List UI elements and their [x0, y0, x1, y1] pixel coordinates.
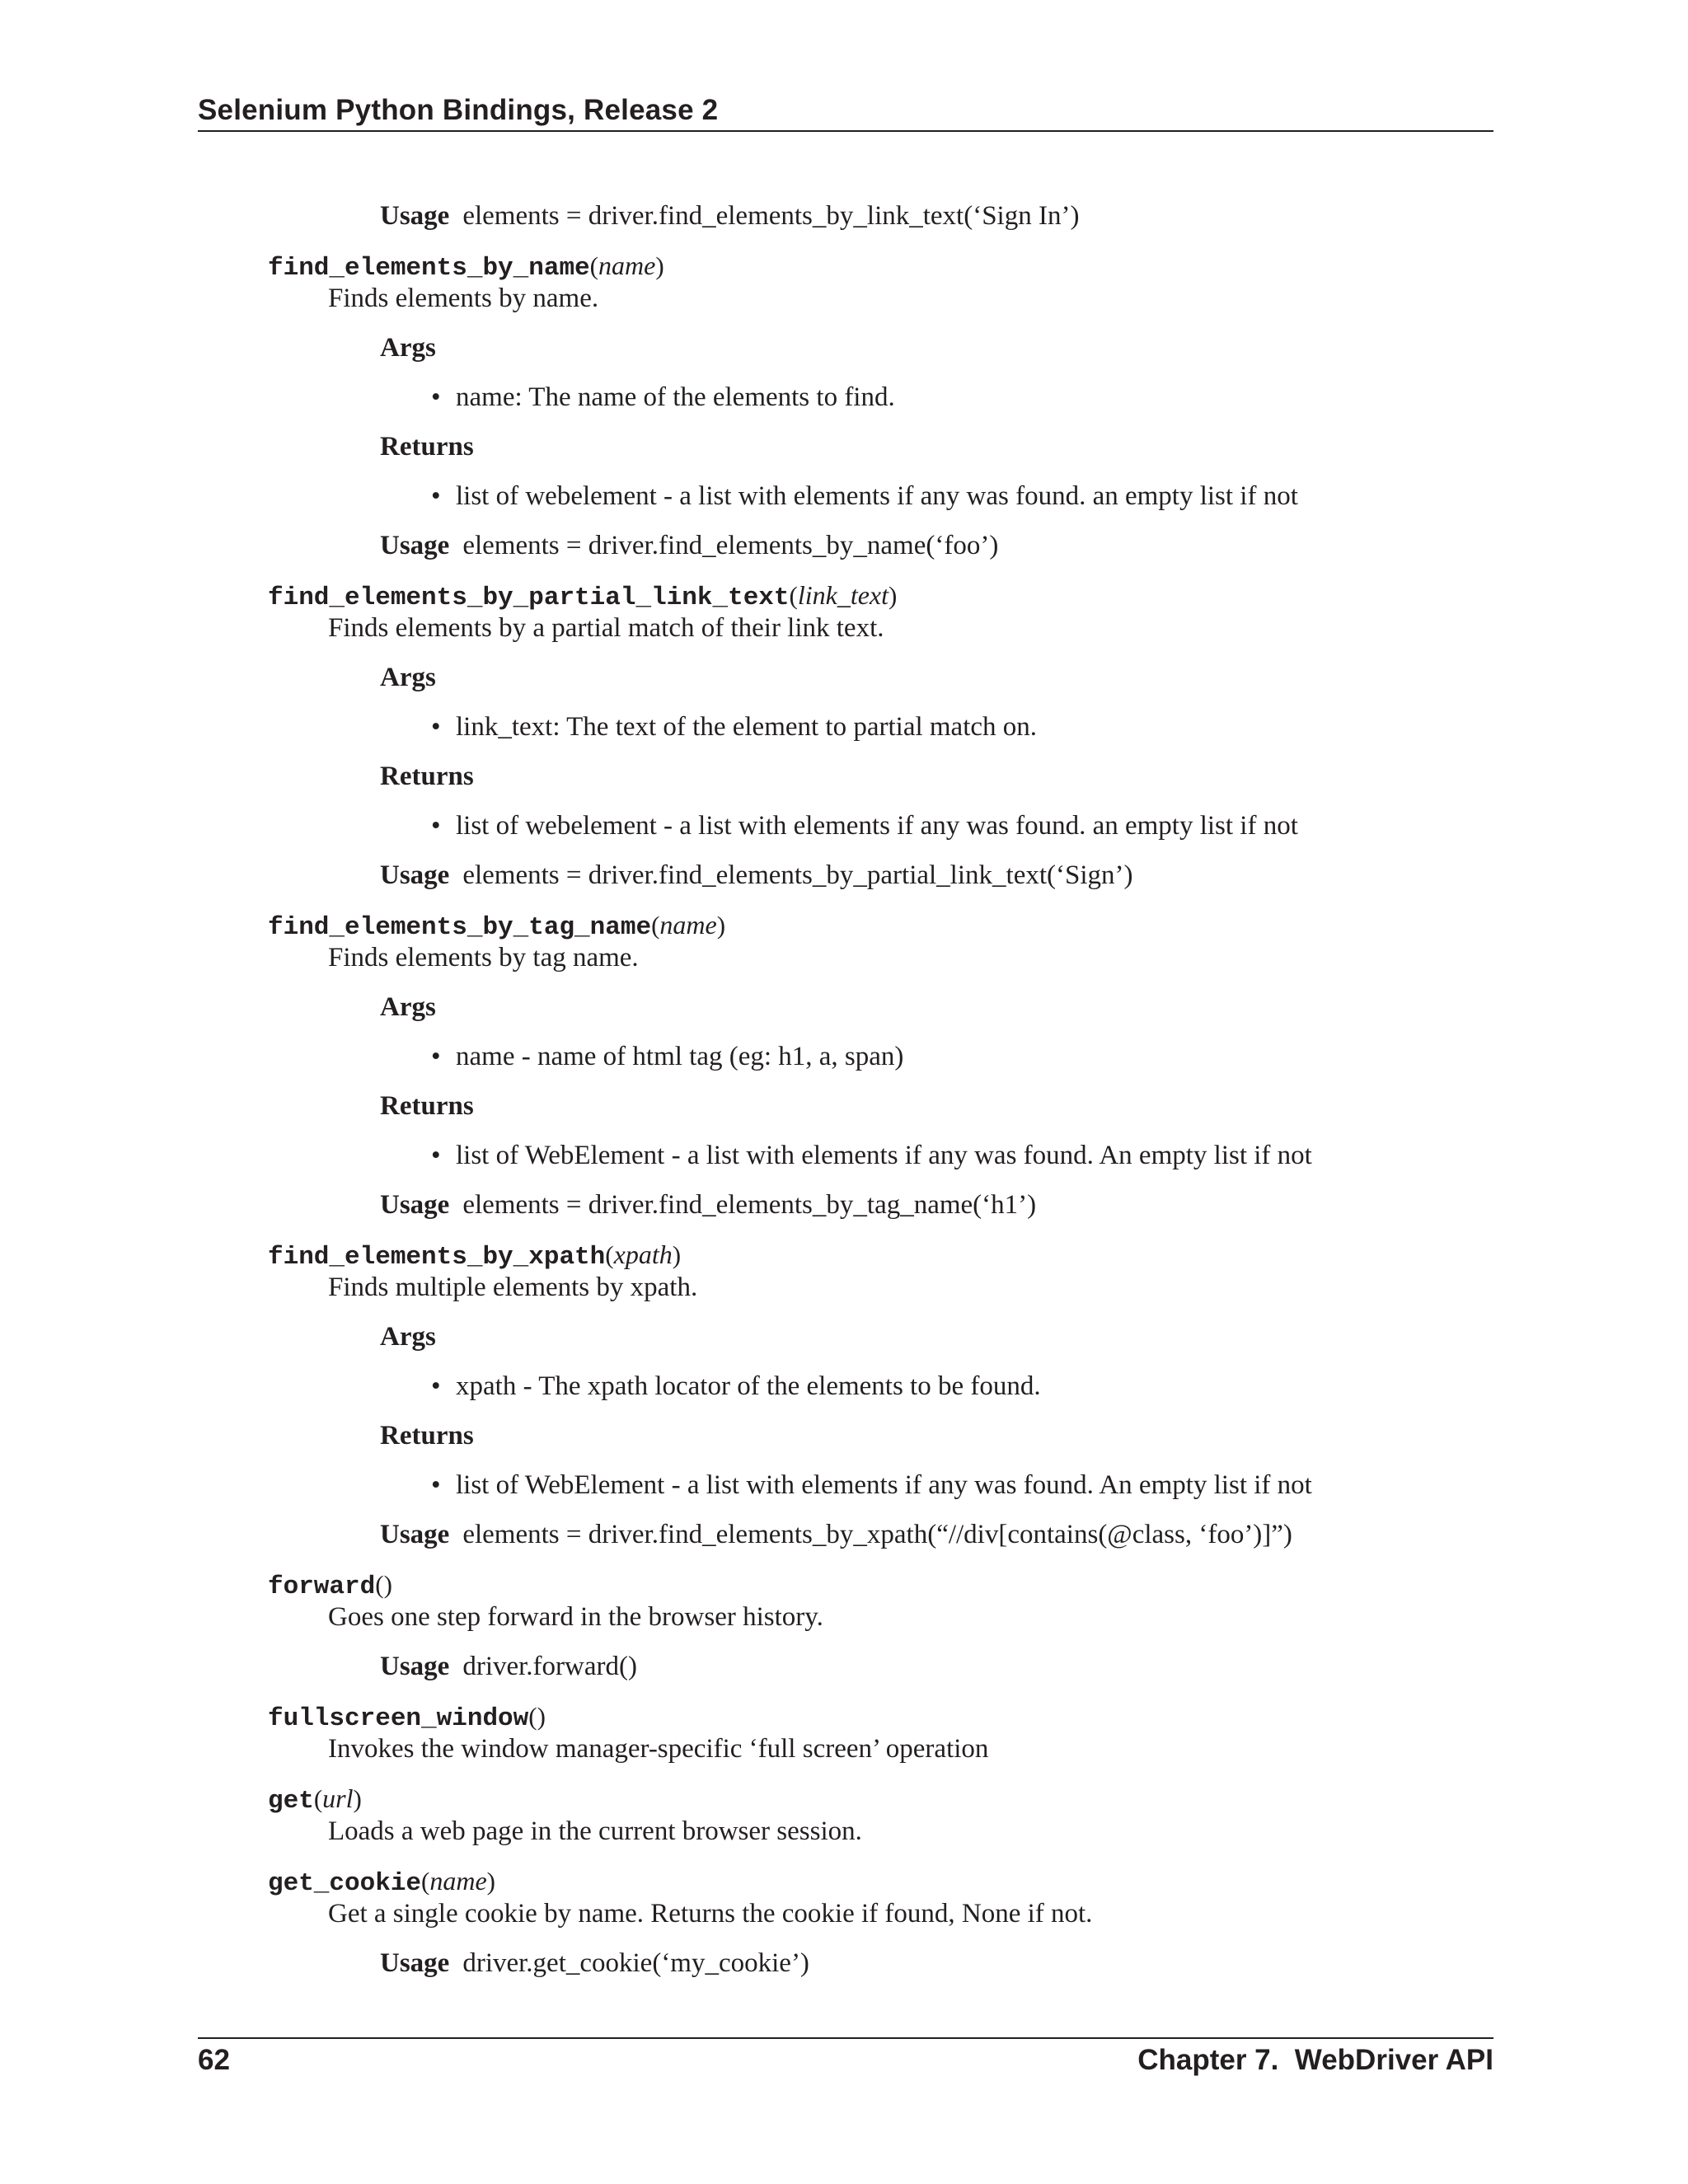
usage-label: Usage: [380, 531, 450, 560]
open-paren: (: [375, 1570, 384, 1599]
returns-heading: Returns: [380, 432, 474, 462]
method-param: url: [322, 1783, 354, 1813]
method-name: find_elements_by_tag_name: [268, 913, 652, 942]
method-name: find_elements_by_partial_link_text: [268, 583, 790, 612]
args-heading: Args: [380, 333, 436, 363]
bullet-icon: •: [431, 811, 441, 841]
method-signature: [268, 1782, 362, 1818]
method-description: Finds elements by a partial match of their link text.: [328, 613, 884, 643]
method-description: Finds elements by name.: [328, 284, 599, 313]
close-paren: ): [716, 911, 726, 940]
list-item: [431, 1469, 1312, 1502]
bullet-icon: •: [431, 1141, 441, 1170]
bullet-icon: •: [431, 1042, 441, 1071]
bullet-icon: •: [431, 382, 441, 412]
usage-label: Usage: [380, 201, 450, 231]
list-item-text: xpath - The xpath locator of the elements to be found.: [456, 1371, 1041, 1401]
footer-rule: [198, 2037, 1493, 2039]
usage-line: [380, 529, 998, 562]
list-item: [431, 381, 895, 414]
header-rule: [198, 130, 1493, 132]
method-name: find_elements_by_xpath: [268, 1243, 606, 1272]
chapter-title: Chapter 7. WebDriver API: [1137, 2044, 1493, 2076]
close-paren: ): [353, 1784, 362, 1813]
open-paren: (: [605, 1240, 614, 1269]
list-item: [431, 480, 1298, 513]
method-signature: [268, 908, 725, 944]
close-paren: ): [383, 1570, 392, 1599]
method-param: link_text: [797, 580, 889, 610]
usage-code: elements = driver.find_elements_by_partial_link_text(‘Sign’): [462, 860, 1133, 890]
method-name: get: [268, 1787, 314, 1816]
usage-code: elements = driver.find_elements_by_xpath(“//div[contains(@class, ‘foo’)]”): [462, 1520, 1292, 1549]
returns-heading: Returns: [380, 762, 474, 791]
bullet-icon: •: [431, 712, 441, 742]
bullet-icon: •: [431, 1470, 441, 1500]
usage-line: [380, 1650, 637, 1683]
method-signature: [268, 1699, 546, 1736]
method-name: get_cookie: [268, 1869, 422, 1898]
returns-heading: Returns: [380, 1091, 474, 1121]
list-item: [431, 1040, 903, 1073]
close-paren: ): [486, 1867, 495, 1896]
usage-label: Usage: [380, 1520, 450, 1549]
list-item: [431, 809, 1298, 842]
method-description: Finds multiple elements by xpath.: [328, 1272, 698, 1302]
usage-code: elements = driver.find_elements_by_name(‘foo’): [462, 531, 999, 560]
close-paren: ): [537, 1702, 546, 1731]
usage-line: [380, 1188, 1036, 1221]
method-signature: [268, 1864, 495, 1900]
list-item: [431, 1370, 1041, 1403]
usage-label: Usage: [380, 1190, 450, 1220]
args-heading: Args: [380, 1322, 436, 1352]
method-description: Loads a web page in the current browser session.: [328, 1816, 862, 1846]
args-heading: Args: [380, 663, 436, 692]
method-signature: [268, 579, 897, 615]
open-paren: (: [421, 1867, 430, 1896]
list-item-text: link_text: The text of the element to partial match on.: [456, 712, 1038, 742]
method-signature: [268, 1238, 681, 1274]
method-param: name: [598, 251, 656, 280]
usage-label: Usage: [380, 1652, 450, 1681]
usage-code: driver.get_cookie(‘my_cookie’): [462, 1948, 809, 1978]
list-item-text: list of webelement - a list with elements if any was found. an empty list if not: [456, 481, 1298, 511]
open-paren: (: [789, 581, 798, 610]
list-item-text: list of WebElement - a list with elements if any was found. An empty list if not: [456, 1141, 1312, 1170]
usage-code: driver.forward(): [462, 1652, 637, 1681]
list-item-text: name - name of html tag (eg: h1, a, span): [456, 1042, 904, 1071]
method-description: Finds elements by tag name.: [328, 943, 639, 972]
method-name: fullscreen_window: [268, 1704, 529, 1733]
page-number: 62: [198, 2044, 230, 2076]
open-paren: (: [651, 911, 660, 940]
bullet-icon: •: [431, 481, 441, 511]
method-description: Get a single cookie by name. Returns the cookie if found, None if not.: [328, 1899, 1093, 1929]
method-signature: [268, 249, 664, 285]
list-item: [431, 710, 1037, 743]
args-heading: Args: [380, 992, 436, 1022]
method-name: find_elements_by_name: [268, 254, 590, 283]
open-paren: (: [589, 251, 598, 280]
usage-line: [380, 859, 1133, 892]
method-signature: [268, 1568, 392, 1604]
close-paren: ): [889, 581, 898, 610]
method-name: forward: [268, 1572, 376, 1601]
usage-line: [380, 1518, 1292, 1551]
list-item: [431, 1139, 1312, 1172]
close-paren: ): [672, 1240, 682, 1269]
usage-label: Usage: [380, 860, 450, 890]
usage-label: Usage: [380, 1948, 450, 1978]
method-description: Goes one step forward in the browser history.: [328, 1602, 823, 1632]
list-item-text: list of webelement - a list with elements if any was found. an empty list if not: [456, 811, 1298, 841]
usage-code: elements = driver.find_elements_by_link_text(‘Sign In’): [462, 201, 1080, 231]
returns-heading: Returns: [380, 1421, 474, 1451]
list-item-text: name: The name of the elements to find.: [456, 382, 895, 412]
method-param: name: [429, 1866, 487, 1896]
usage-code: elements = driver.find_elements_by_tag_name(‘h1’): [462, 1190, 1037, 1220]
usage-line: [380, 1947, 809, 1980]
close-paren: ): [655, 251, 664, 280]
running-header-title: Selenium Python Bindings, Release 2: [198, 94, 719, 126]
open-paren: (: [528, 1702, 537, 1731]
list-item-text: list of WebElement - a list with elements if any was found. An empty list if not: [456, 1470, 1312, 1500]
open-paren: (: [313, 1784, 323, 1813]
method-param: xpath: [613, 1240, 673, 1269]
method-description: Invokes the window manager-specific ‘full screen’ operation: [328, 1734, 989, 1764]
method-param: name: [659, 910, 717, 940]
bullet-icon: •: [431, 1371, 441, 1401]
usage-line: [380, 199, 1079, 232]
